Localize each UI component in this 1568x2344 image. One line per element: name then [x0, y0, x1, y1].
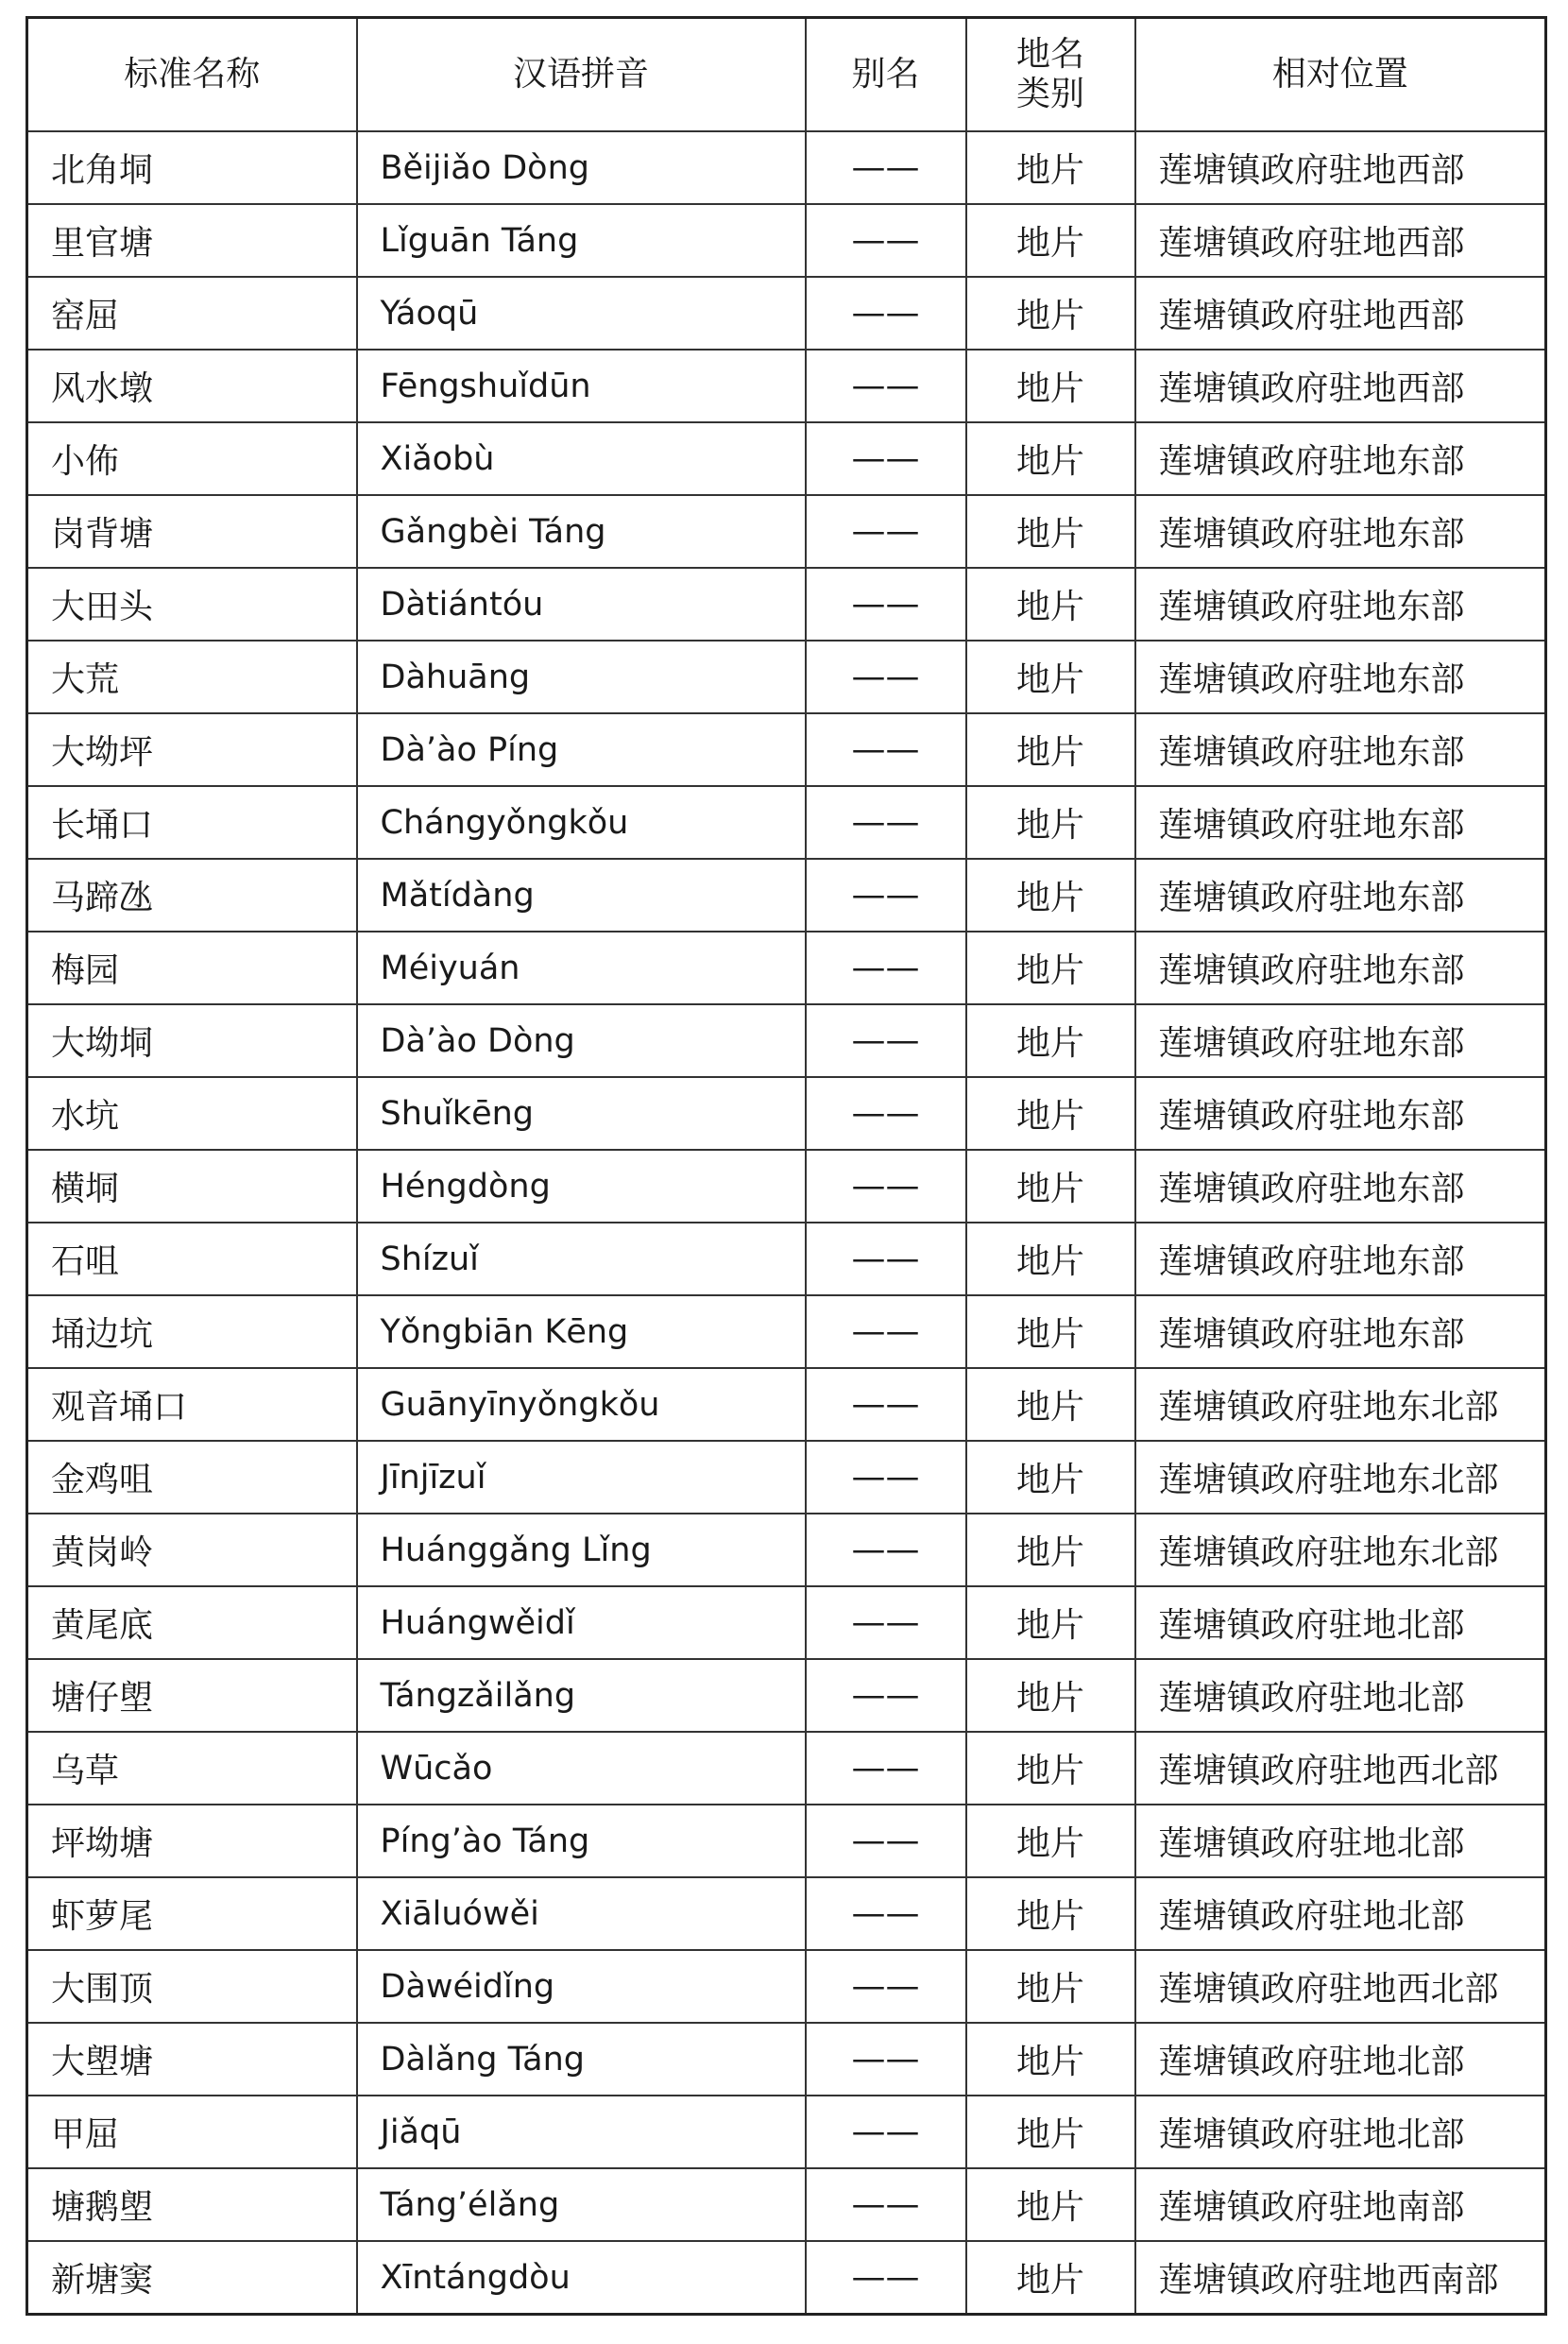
- table-row: [27, 1659, 1546, 1732]
- cell-relative-location: 莲塘镇政府驻地东部: [1135, 1004, 1546, 1077]
- cell-relative-location: 莲塘镇政府驻地东部: [1135, 495, 1546, 568]
- cell-place-type: 地片: [966, 1295, 1135, 1368]
- cell-pinyin: Gǎngbèi Táng: [357, 495, 806, 568]
- table-row: [27, 1223, 1546, 1295]
- header-place-type-line2: 类别: [1015, 75, 1084, 113]
- cell-relative-location: 莲塘镇政府驻地东部: [1135, 713, 1546, 786]
- cell-alias: ——: [806, 1877, 966, 1950]
- cell-relative-location: 莲塘镇政府驻地北部: [1135, 1586, 1546, 1659]
- cell-alias: ——: [806, 2023, 966, 2096]
- table-row: [27, 1805, 1546, 1877]
- table-row: [27, 1441, 1546, 1514]
- cell-standard-name: 大田头: [27, 568, 357, 641]
- cell-alias: ——: [806, 277, 966, 350]
- cell-pinyin: Běijiǎo Dòng: [357, 131, 806, 204]
- cell-place-type: 地片: [966, 277, 1135, 350]
- cell-pinyin: Dàtiántóu: [357, 568, 806, 641]
- cell-pinyin: Píng’ào Táng: [357, 1805, 806, 1877]
- cell-place-type: 地片: [966, 568, 1135, 641]
- cell-standard-name: 埇边坑: [27, 1295, 357, 1368]
- table-body: [27, 131, 1546, 2315]
- cell-standard-name: 大塱塘: [27, 2023, 357, 2096]
- cell-alias: ——: [806, 786, 966, 859]
- cell-standard-name: 梅园: [27, 932, 357, 1004]
- cell-place-type: 地片: [966, 1659, 1135, 1732]
- place-name-table: [26, 16, 1547, 2316]
- table-row: [27, 713, 1546, 786]
- table-row: [27, 2168, 1546, 2241]
- cell-pinyin: Xiāluówěi: [357, 1877, 806, 1950]
- cell-place-type: 地片: [966, 1223, 1135, 1295]
- cell-pinyin: Xīntángdòu: [357, 2241, 806, 2315]
- table-row: [27, 1004, 1546, 1077]
- cell-place-type: 地片: [966, 1586, 1135, 1659]
- cell-pinyin: Xiǎobù: [357, 422, 806, 495]
- cell-relative-location: 莲塘镇政府驻地东部: [1135, 1150, 1546, 1223]
- cell-place-type: 地片: [966, 2096, 1135, 2168]
- cell-standard-name: 乌草: [27, 1732, 357, 1805]
- table-row: [27, 422, 1546, 495]
- cell-relative-location: 莲塘镇政府驻地东北部: [1135, 1368, 1546, 1441]
- cell-relative-location: 莲塘镇政府驻地北部: [1135, 2096, 1546, 2168]
- cell-alias: ——: [806, 713, 966, 786]
- cell-standard-name: 马蹄氹: [27, 859, 357, 932]
- cell-relative-location: 莲塘镇政府驻地西部: [1135, 350, 1546, 422]
- cell-place-type: 地片: [966, 350, 1135, 422]
- cell-standard-name: 塘仔塱: [27, 1659, 357, 1732]
- cell-standard-name: 大坳坪: [27, 713, 357, 786]
- cell-pinyin: Dàlǎng Táng: [357, 2023, 806, 2096]
- cell-alias: ——: [806, 2241, 966, 2315]
- cell-pinyin: Táng’élǎng: [357, 2168, 806, 2241]
- cell-place-type: 地片: [966, 131, 1135, 204]
- cell-standard-name: 观音埇口: [27, 1368, 357, 1441]
- cell-pinyin: Fēngshuǐdūn: [357, 350, 806, 422]
- cell-pinyin: Huánggǎng Lǐng: [357, 1514, 806, 1586]
- cell-pinyin: Jīnjīzuǐ: [357, 1441, 806, 1514]
- cell-place-type: 地片: [966, 2023, 1135, 2096]
- table-row: [27, 1877, 1546, 1950]
- cell-standard-name: 大围顶: [27, 1950, 357, 2023]
- cell-relative-location: 莲塘镇政府驻地西北部: [1135, 1950, 1546, 2023]
- cell-pinyin: Wūcǎo: [357, 1732, 806, 1805]
- cell-place-type: 地片: [966, 1150, 1135, 1223]
- cell-alias: ——: [806, 859, 966, 932]
- cell-standard-name: 黄岗岭: [27, 1514, 357, 1586]
- cell-pinyin: Chángyǒngkǒu: [357, 786, 806, 859]
- table-row: [27, 495, 1546, 568]
- table-row: [27, 786, 1546, 859]
- cell-standard-name: 风水墩: [27, 350, 357, 422]
- cell-standard-name: 虾萝尾: [27, 1877, 357, 1950]
- cell-standard-name: 长埇口: [27, 786, 357, 859]
- cell-place-type: 地片: [966, 1077, 1135, 1150]
- header-alias: 别名: [806, 18, 966, 132]
- cell-alias: ——: [806, 495, 966, 568]
- cell-place-type: 地片: [966, 422, 1135, 495]
- cell-pinyin: Héngdòng: [357, 1150, 806, 1223]
- cell-standard-name: 坪坳塘: [27, 1805, 357, 1877]
- cell-alias: ——: [806, 204, 966, 277]
- cell-relative-location: 莲塘镇政府驻地北部: [1135, 1805, 1546, 1877]
- cell-alias: ——: [806, 1295, 966, 1368]
- cell-alias: ——: [806, 422, 966, 495]
- document-page: [26, 16, 1544, 2316]
- table-row: [27, 932, 1546, 1004]
- cell-relative-location: 莲塘镇政府驻地北部: [1135, 1877, 1546, 1950]
- cell-pinyin: Dà’ào Píng: [357, 713, 806, 786]
- cell-relative-location: 莲塘镇政府驻地南部: [1135, 2168, 1546, 2241]
- cell-pinyin: Guānyīnyǒngkǒu: [357, 1368, 806, 1441]
- header-pinyin: 汉语拼音: [357, 18, 806, 132]
- cell-alias: ——: [806, 1514, 966, 1586]
- table-row: [27, 1514, 1546, 1586]
- cell-standard-name: 岗背塘: [27, 495, 357, 568]
- cell-place-type: 地片: [966, 495, 1135, 568]
- cell-place-type: 地片: [966, 2168, 1135, 2241]
- cell-alias: ——: [806, 932, 966, 1004]
- header-row: [27, 18, 1546, 132]
- cell-relative-location: 莲塘镇政府驻地东部: [1135, 1223, 1546, 1295]
- cell-relative-location: 莲塘镇政府驻地东部: [1135, 859, 1546, 932]
- cell-place-type: 地片: [966, 1805, 1135, 1877]
- cell-relative-location: 莲塘镇政府驻地西部: [1135, 277, 1546, 350]
- cell-alias: ——: [806, 131, 966, 204]
- table-row: [27, 2023, 1546, 2096]
- cell-place-type: 地片: [966, 1004, 1135, 1077]
- cell-alias: ——: [806, 1732, 966, 1805]
- table-row: [27, 1077, 1546, 1150]
- table-row: [27, 2241, 1546, 2315]
- table-row: [27, 1150, 1546, 1223]
- cell-relative-location: 莲塘镇政府驻地东部: [1135, 1295, 1546, 1368]
- cell-pinyin: Méiyuán: [357, 932, 806, 1004]
- table-row: [27, 131, 1546, 204]
- cell-standard-name: 小佈: [27, 422, 357, 495]
- cell-alias: ——: [806, 568, 966, 641]
- cell-alias: ——: [806, 1077, 966, 1150]
- cell-place-type: 地片: [966, 859, 1135, 932]
- cell-pinyin: Huángwěidǐ: [357, 1586, 806, 1659]
- cell-pinyin: Mǎtídàng: [357, 859, 806, 932]
- cell-standard-name: 窑屈: [27, 277, 357, 350]
- cell-standard-name: 塘鹅塱: [27, 2168, 357, 2241]
- cell-relative-location: 莲塘镇政府驻地东北部: [1135, 1441, 1546, 1514]
- table-row: [27, 1586, 1546, 1659]
- table-header: [27, 18, 1546, 132]
- cell-pinyin: Dà’ào Dòng: [357, 1004, 806, 1077]
- cell-place-type: 地片: [966, 1514, 1135, 1586]
- cell-alias: ——: [806, 1150, 966, 1223]
- table-row: [27, 1950, 1546, 2023]
- header-place-type: [966, 18, 1135, 132]
- cell-standard-name: 里官塘: [27, 204, 357, 277]
- cell-place-type: 地片: [966, 2241, 1135, 2315]
- cell-standard-name: 黄尾底: [27, 1586, 357, 1659]
- cell-standard-name: 大坳垌: [27, 1004, 357, 1077]
- cell-standard-name: 水坑: [27, 1077, 357, 1150]
- cell-pinyin: Yǒngbiān Kēng: [357, 1295, 806, 1368]
- cell-standard-name: 石咀: [27, 1223, 357, 1295]
- cell-standard-name: 甲屈: [27, 2096, 357, 2168]
- cell-pinyin: Yáoqū: [357, 277, 806, 350]
- cell-alias: ——: [806, 1805, 966, 1877]
- cell-place-type: 地片: [966, 786, 1135, 859]
- cell-relative-location: 莲塘镇政府驻地东部: [1135, 641, 1546, 713]
- table-row: [27, 277, 1546, 350]
- cell-alias: ——: [806, 350, 966, 422]
- cell-standard-name: 北角垌: [27, 131, 357, 204]
- cell-alias: ——: [806, 1586, 966, 1659]
- cell-pinyin: Jiǎqū: [357, 2096, 806, 2168]
- table-row: [27, 1295, 1546, 1368]
- cell-pinyin: Shízuǐ: [357, 1223, 806, 1295]
- cell-place-type: 地片: [966, 1950, 1135, 2023]
- cell-relative-location: 莲塘镇政府驻地东部: [1135, 932, 1546, 1004]
- cell-relative-location: 莲塘镇政府驻地北部: [1135, 1659, 1546, 1732]
- cell-place-type: 地片: [966, 713, 1135, 786]
- cell-place-type: 地片: [966, 1441, 1135, 1514]
- table-row: [27, 641, 1546, 713]
- cell-alias: ——: [806, 1004, 966, 1077]
- cell-standard-name: 横垌: [27, 1150, 357, 1223]
- table-row: [27, 1732, 1546, 1805]
- cell-alias: ——: [806, 2168, 966, 2241]
- cell-relative-location: 莲塘镇政府驻地东部: [1135, 568, 1546, 641]
- cell-place-type: 地片: [966, 932, 1135, 1004]
- table-row: [27, 204, 1546, 277]
- header-standard-name: 标准名称: [27, 18, 357, 132]
- cell-relative-location: 莲塘镇政府驻地东部: [1135, 422, 1546, 495]
- cell-relative-location: 莲塘镇政府驻地西部: [1135, 131, 1546, 204]
- cell-alias: ——: [806, 1368, 966, 1441]
- table-row: [27, 1368, 1546, 1441]
- cell-place-type: 地片: [966, 1732, 1135, 1805]
- cell-alias: ——: [806, 1441, 966, 1514]
- cell-alias: ——: [806, 1659, 966, 1732]
- table-row: [27, 350, 1546, 422]
- cell-relative-location: 莲塘镇政府驻地东北部: [1135, 1514, 1546, 1586]
- cell-standard-name: 金鸡咀: [27, 1441, 357, 1514]
- cell-relative-location: 莲塘镇政府驻地西北部: [1135, 1732, 1546, 1805]
- cell-pinyin: Lǐguān Táng: [357, 204, 806, 277]
- cell-place-type: 地片: [966, 1368, 1135, 1441]
- cell-relative-location: 莲塘镇政府驻地东部: [1135, 786, 1546, 859]
- cell-relative-location: 莲塘镇政府驻地东部: [1135, 1077, 1546, 1150]
- cell-pinyin: Tángzǎilǎng: [357, 1659, 806, 1732]
- cell-standard-name: 大荒: [27, 641, 357, 713]
- header-place-type-line1: 地名: [1015, 35, 1084, 74]
- table-row: [27, 568, 1546, 641]
- cell-place-type: 地片: [966, 204, 1135, 277]
- cell-alias: ——: [806, 2096, 966, 2168]
- cell-place-type: 地片: [966, 1877, 1135, 1950]
- cell-alias: ——: [806, 1950, 966, 2023]
- cell-pinyin: Dàhuāng: [357, 641, 806, 713]
- table-row: [27, 2096, 1546, 2168]
- header-relative-location: 相对位置: [1135, 18, 1546, 132]
- cell-relative-location: 莲塘镇政府驻地西南部: [1135, 2241, 1546, 2315]
- cell-alias: ——: [806, 641, 966, 713]
- cell-place-type: 地片: [966, 641, 1135, 713]
- cell-pinyin: Dàwéidǐng: [357, 1950, 806, 2023]
- cell-standard-name: 新塘窦: [27, 2241, 357, 2315]
- cell-relative-location: 莲塘镇政府驻地西部: [1135, 204, 1546, 277]
- cell-relative-location: 莲塘镇政府驻地北部: [1135, 2023, 1546, 2096]
- cell-pinyin: Shuǐkēng: [357, 1077, 806, 1150]
- table-row: [27, 859, 1546, 932]
- cell-alias: ——: [806, 1223, 966, 1295]
